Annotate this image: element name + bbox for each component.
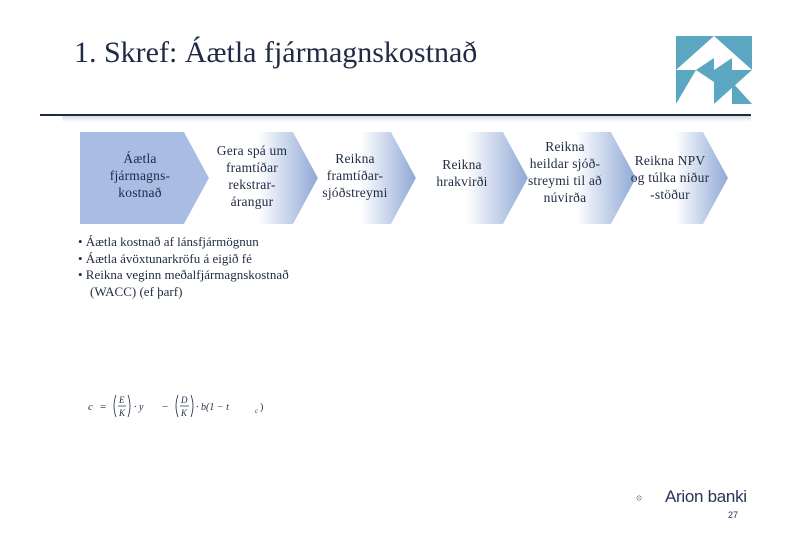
bullet-list [78, 234, 298, 300]
step-1-text: Áætla fjármagns- kostnað [109, 151, 171, 200]
svg-text:K: K [119, 408, 126, 418]
bullet-item: • Áætla ávöxtunarkröfu á eigið fé [78, 250, 252, 266]
bullet-item: • Reikna veginn meðalfjármagnskostnað (WACC) (ef þarf) [78, 267, 289, 299]
bullet-item: • Áætla kostnað af lánsfjármögnun [78, 234, 259, 249]
arion-star-icon [636, 486, 664, 510]
svg-text:· b(1 − t: · b(1 − t [196, 402, 229, 413]
svg-text:): ) [260, 402, 264, 413]
svg-text:c: c [255, 407, 259, 415]
svg-text:K: K [181, 408, 188, 418]
svg-text:· y: · y [134, 402, 144, 413]
brand-name: Arion banki [665, 487, 747, 506]
svg-text:E: E [119, 395, 125, 405]
step-3-text: Reikna framtíðar- sjóðstreymi [322, 151, 388, 200]
page-title: 1. Skref: Áætla fjármagnskostnað [74, 36, 478, 69]
page-number: 27 [728, 510, 739, 520]
step-6-text: Reikna NPV og túlka niður -stöður [630, 153, 710, 202]
svg-text:c: c [88, 401, 93, 413]
svg-text:=: = [100, 401, 107, 413]
wacc-formula [86, 390, 276, 422]
step-2-text: Gera spá um framtíðar rekstrar- árangur [216, 143, 288, 209]
svg-text:−: − [162, 401, 169, 413]
svg-text:D: D [181, 395, 188, 405]
step-4-text: Reikna hrakvirði [436, 157, 488, 189]
step-5-text: Reikna heildar sjóð- streymi til að núvirða [527, 139, 603, 205]
